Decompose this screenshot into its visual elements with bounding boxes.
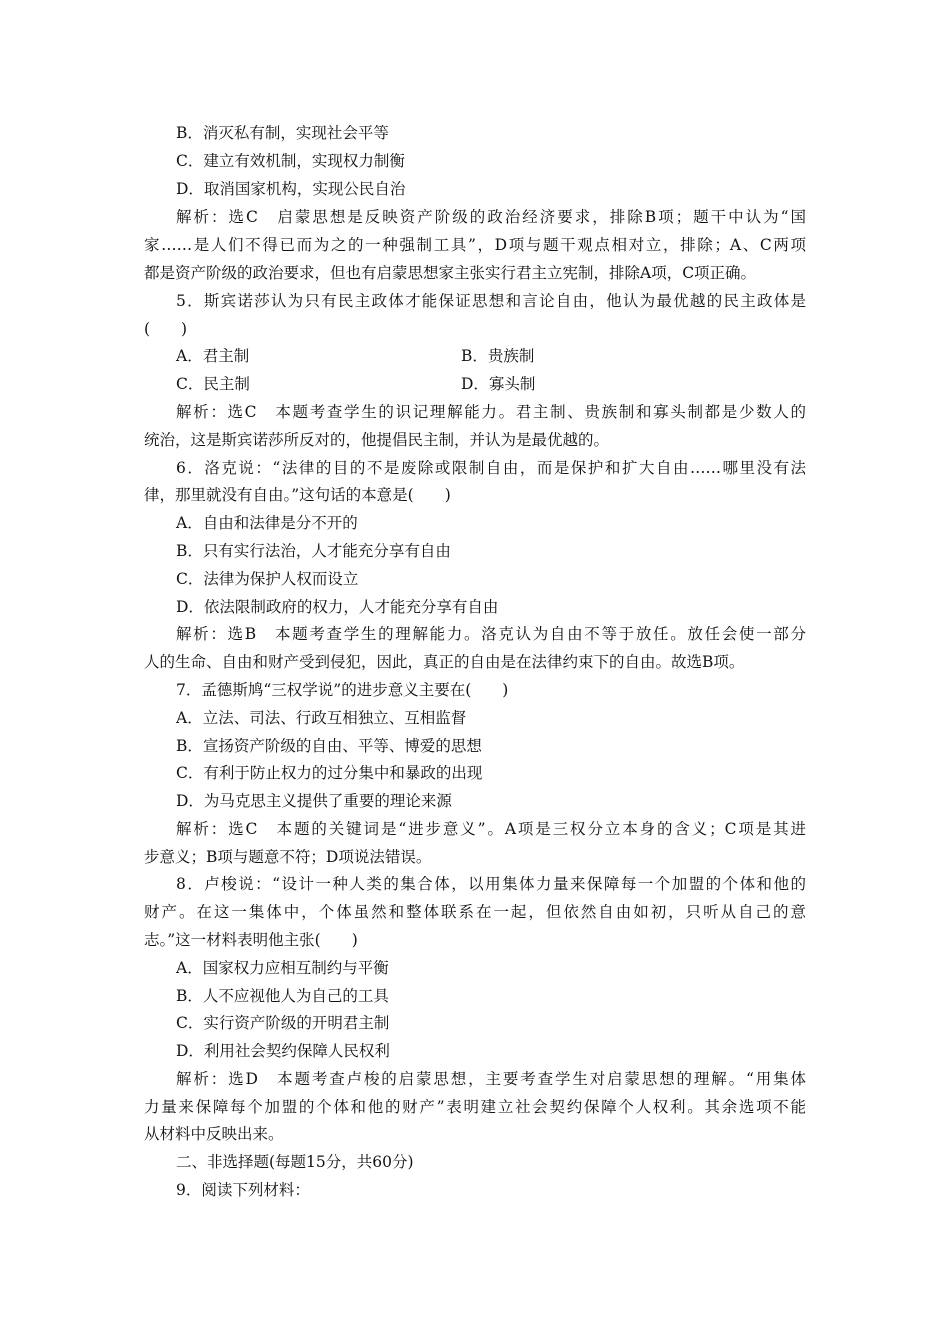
- q7-option-c: C．有利于防止权力的过分集中和暴政的出现: [176, 764, 483, 782]
- q6-analysis-line-2: 人的生命、自由和财产受到侵犯，因此，真正的自由是在法律约束下的自由。故选B项。: [144, 653, 745, 671]
- q8-stem-line-3: 志。”这一材料表明他主张( ): [144, 931, 358, 949]
- q4-option-d: D．取消国家机构，实现公民自治: [176, 180, 406, 198]
- q6-analysis-line-1: 解析：选B 本题考查学生的理解能力。洛克认为自由不等于放任。放任会使一部分: [176, 625, 806, 643]
- q5-option-c: C．民主制: [176, 375, 250, 393]
- q5-stem-line-1: 5．斯宾诺莎认为只有民主政体才能保证思想和言论自由，他认为最优越的民主政体是: [176, 292, 806, 310]
- q5-analysis-line-1: 解析：选C 本题考查学生的识记理解能力。君主制、贵族制和寡头制都是少数人的: [176, 403, 806, 421]
- q6-option-d: D．依法限制政府的权力，人才能充分享有自由: [176, 598, 499, 616]
- q5-option-b: B．贵族制: [461, 347, 535, 365]
- q7-option-a: A．立法、司法、行政互相独立、互相监督: [176, 709, 467, 727]
- q7-option-d: D．为马克思主义提供了重要的理论来源: [176, 792, 452, 810]
- q8-option-b: B．人不应视他人为自己的工具: [176, 987, 389, 1005]
- q6-option-c: C．法律为保护人权而设立: [176, 570, 359, 588]
- q8-option-a: A．国家权力应相互制约与平衡: [176, 959, 389, 977]
- section-heading: 二、非选择题(每题15分，共60分): [176, 1153, 414, 1171]
- q4-option-c: C．建立有效机制，实现权力制衡: [176, 152, 405, 170]
- q7-stem: 7．孟德斯鸠“三权学说”的进步意义主要在( ): [176, 681, 509, 699]
- q9-stem: 9．阅读下列材料：: [176, 1181, 310, 1199]
- q6-option-b: B．只有实行法治，人才能充分享有自由: [176, 542, 451, 560]
- q7-analysis-line-1: 解析：选C 本题的关键词是“进步意义”。A项是三权分立本身的含义；C项是其进: [176, 820, 806, 838]
- q6-option-a: A．自由和法律是分不开的: [176, 514, 358, 532]
- q5-option-a: A．君主制: [176, 347, 250, 365]
- q8-option-c: C．实行资产阶级的开明君主制: [176, 1014, 390, 1032]
- q6-stem-line-2: 律，那里就没有自由。”这句话的本意是( ): [144, 486, 451, 504]
- q8-stem-line-1: 8．卢梭说：“设计一种人类的集合体，以用集体力量来保障每一个加盟的个体和他的: [176, 875, 806, 893]
- q4-analysis-line-2: 家……是人们不得已而为之的一种强制工具”，D项与题干观点相对立，排除；A、C两项: [144, 236, 806, 254]
- q5-analysis-line-2: 统治，这是斯宾诺莎所反对的，他提倡民主制，并认为是最优越的。: [144, 431, 610, 449]
- q7-analysis-line-2: 步意义；B项与题意不符；D项说法错误。: [144, 848, 432, 866]
- q8-stem-line-2: 财产。在这一集体中，个体虽然和整体联系在一起，但依然自由如初，只听从自己的意: [144, 903, 806, 921]
- q8-analysis-line-2: 力量来保障每个加盟的个体和他的财产”表明建立社会契约保障个人权利。其余选项不能: [144, 1098, 806, 1116]
- q5-option-d: D．寡头制: [461, 375, 536, 393]
- q7-option-b: B．宣扬资产阶级的自由、平等、博爱的思想: [176, 737, 482, 755]
- q4-analysis-line-1: 解析：选C 启蒙思想是反映资产阶级的政治经济要求，排除B项；题干中认为“国: [176, 208, 806, 226]
- q4-analysis-line-3: 都是资产阶级的政治要求，但也有启蒙思想家主张实行君主立宪制，排除A项，C项正确。: [144, 264, 757, 282]
- q4-option-b: B．消灭私有制，实现社会平等: [176, 124, 389, 142]
- q5-stem-line-2: ( ): [144, 320, 188, 338]
- q6-stem-line-1: 6．洛克说：“法律的目的不是废除或限制自由，而是保护和扩大自由……哪里没有法: [176, 459, 806, 477]
- q8-analysis-line-1: 解析：选D 本题考查卢梭的启蒙思想，主要考查学生对启蒙思想的理解。“用集体: [176, 1070, 806, 1088]
- q8-analysis-line-3: 从材料中反映出来。: [144, 1125, 284, 1143]
- q8-option-d: D．利用社会契约保障人民权利: [176, 1042, 390, 1060]
